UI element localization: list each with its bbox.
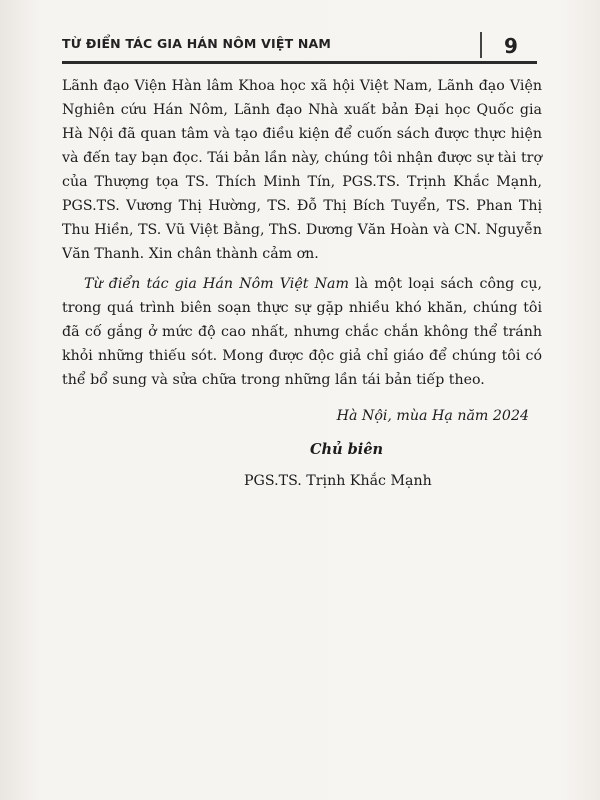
header-title: TỪ ĐIỂN TÁC GIA HÁN NÔM VIỆT NAM bbox=[62, 36, 332, 51]
paragraph-acknowledgements: Lãnh đạo Viện Hàn lâm Khoa học xã hội Việt Nam, Lãnh đạo Viện Nghiên cứu Hán Nôm, Lãnh đạo Nhà xuất bản Đại học Quốc gia Hà Nội đã quan tâm và tạo điều kiện để cuốn sách được thực hiện và đến tay bạn đọc. Tái bản lần này, chúng tôi nhận được sự tài trợ của Thượng tọa TS. Thích Minh Tín, PGS.TS. Trịnh Khắc Mạnh, PGS.TS. Vương Thị Hường, TS. Đỗ Thị Bích Tuyển, TS. Phan Thị Thu Hiền, TS. Vũ Việt Bằng, ThS. Dương Văn Hoàn và CN. Nguyễn Văn Thanh. Xin chân thành cảm ơn. bbox=[62, 78, 542, 262]
running-header bbox=[62, 28, 537, 62]
book-title: Từ điển tác gia Hán Nôm Việt Nam bbox=[84, 276, 349, 292]
paragraph-closing bbox=[62, 272, 542, 392]
place-date: Hà Nội, mùa Hạ năm 2024 bbox=[336, 408, 529, 424]
paragraph-closing-text: là một loại sách công cụ, trong quá trình biên soạn thực sự gặp nhiều khó khăn, chúng tôi đã cố gắng ở mức độ cao nhất, nhưng chắc chắn không thể tránh khỏi những thiếu sót. Mong được độc giả chỉ giáo để chúng tôi có thể bổ sung và sửa chữa trong những lần tái bản tiếp theo. bbox=[62, 276, 542, 388]
page-number: 9 bbox=[504, 34, 518, 58]
editor-role: Chủ biên bbox=[310, 441, 384, 458]
editor-name: PGS.TS. Trịnh Khắc Mạnh bbox=[244, 473, 432, 489]
header-rule bbox=[62, 61, 537, 64]
body-text bbox=[62, 74, 542, 392]
header-separator bbox=[480, 32, 482, 58]
